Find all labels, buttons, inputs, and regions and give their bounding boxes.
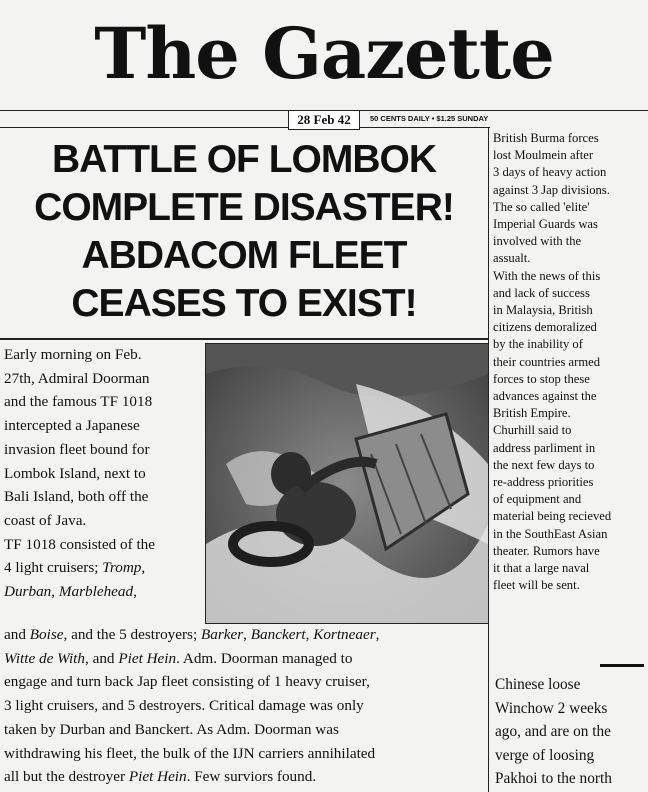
article-line: intercepted a Japanese	[4, 417, 140, 435]
second-story-line: Winchow 2 weeks	[495, 699, 608, 717]
article-line	[4, 647, 379, 671]
sidebar-line: assualt.	[493, 251, 531, 266]
article-line: engage and turn back Jap fleet consisting of 1 heavy cruiser,	[4, 673, 370, 691]
ship-name: Piet Hein	[128, 768, 187, 786]
sidebar-rule	[600, 664, 644, 667]
sidebar-line: in Malaysia, British	[493, 303, 593, 318]
ship-name: Piet Hein	[118, 649, 177, 667]
sidebar-line: re-address priorities	[493, 475, 594, 490]
sidebar-line: the next few days to	[493, 457, 595, 472]
ship-name: Kortneaer	[313, 626, 376, 643]
sidebar-line: lost Moulmein after	[493, 148, 594, 163]
sailors-in-sea-photo	[206, 344, 488, 623]
article-text: , and the 5 destroyers;	[63, 626, 201, 643]
ship-name: Witte de With	[4, 649, 85, 667]
news-photo	[205, 343, 489, 624]
article-text: ,	[305, 626, 314, 643]
article-body	[4, 623, 379, 789]
sidebar-line: British Empire.	[493, 406, 571, 421]
price-line: 50 CENTS DAILY • $1.25 SUNDAY	[370, 114, 489, 123]
ship-name: Tromp	[102, 559, 142, 577]
article-line: and the famous TF 1018	[4, 393, 153, 411]
article-line: Lombok Island, next to	[4, 464, 146, 482]
headline	[0, 136, 488, 328]
sidebar-line: fleet will be sent.	[493, 578, 580, 593]
second-story-line: verge of loosing	[495, 746, 595, 764]
sidebar-line: and lack of success	[493, 285, 590, 300]
masthead-title: The Gazette	[94, 12, 554, 95]
headline-line: COMPLETE DISASTER!	[34, 186, 454, 229]
article-text: ,	[51, 583, 59, 601]
sidebar-line: Imperial Guards was	[493, 217, 598, 232]
second-story-line: Chinese loose	[495, 676, 581, 693]
sidebar-line: Churhill said to	[493, 423, 572, 438]
article-text: 4 light cruisers;	[4, 559, 103, 577]
sidebar-line: British Burma forces	[493, 131, 599, 145]
sidebar-line: of equipment and	[493, 492, 582, 507]
sidebar-line: in the SouthEast Asian	[493, 526, 608, 541]
sidebar-line: against 3 Jap divisions.	[493, 182, 610, 197]
sidebar-story	[493, 130, 648, 594]
sidebar-line: advances against the	[493, 389, 597, 404]
article-text: . Adm. Doorman managed to	[176, 649, 353, 667]
article-line	[4, 765, 379, 789]
second-story-line: Pakhoi to the north	[495, 770, 612, 788]
headline-line: BATTLE OF LOMBOK	[51, 138, 437, 181]
ship-name: Banckert	[250, 626, 306, 643]
article-text: , and	[85, 649, 119, 667]
article-line: Bali Island, both off the	[4, 488, 149, 506]
article-line: 3 light cruisers, and 5 destroyers. Critical damage was only	[4, 697, 364, 715]
article-line: taken by Durban and Banckert. As Adm. Doorman was	[4, 720, 339, 738]
sidebar-line: address parliment in	[493, 440, 596, 455]
sidebar-line: it that a large naval	[493, 561, 590, 576]
article-text: ,	[141, 559, 146, 577]
headline-line: CEASES TO EXIST!	[71, 282, 417, 325]
sidebar-line: theater. Rumors have	[493, 543, 600, 558]
sidebar-line: citizens demoralized	[493, 320, 597, 335]
sidebar-line: material being recieved	[493, 509, 612, 524]
headline-rule	[0, 338, 488, 340]
article-text: ,	[375, 626, 380, 643]
sidebar-line: With the news of this	[493, 268, 601, 283]
article-line: TF 1018 consisted of the	[4, 535, 156, 553]
article-lead	[4, 343, 155, 604]
sidebar-line: by the inability of	[493, 337, 583, 352]
sidebar-line: The so called 'elite'	[493, 199, 590, 214]
article-line	[4, 623, 379, 647]
article-line: 27th, Admiral Doorman	[4, 369, 150, 387]
article-line: withdrawing his fleet, the bulk of the IJN carriers annihilated	[4, 744, 376, 762]
article-line	[4, 580, 155, 604]
sidebar-line: 3 days of heavy action	[493, 165, 607, 180]
article-text: and	[4, 626, 30, 643]
article-text: ,	[243, 626, 251, 643]
ship-name: Barker	[200, 626, 244, 643]
article-line	[4, 556, 155, 580]
dateline-rule	[0, 127, 490, 128]
article-text: all but the destroyer	[4, 768, 129, 786]
headline-line: ABDACOM FLEET	[81, 234, 407, 277]
sidebar-line: involved with the	[493, 234, 582, 249]
article-text: . Few surviors found.	[186, 768, 317, 786]
article-line: Early morning on Feb.	[4, 346, 142, 363]
article-text: ,	[133, 583, 137, 601]
ship-name: Boise	[29, 626, 64, 643]
issue-date: 28 Feb 42	[288, 110, 360, 130]
ship-name: Marblehead	[58, 583, 134, 601]
second-story-line: ago, and are on the	[495, 723, 611, 741]
second-story	[495, 673, 648, 791]
article-line: invasion fleet bound for	[4, 440, 150, 458]
ship-name: Durban	[4, 583, 52, 601]
sidebar-line: forces to stop these	[493, 371, 590, 386]
article-line: coast of Java.	[4, 511, 87, 529]
sidebar-line: their countries armed	[493, 354, 601, 369]
